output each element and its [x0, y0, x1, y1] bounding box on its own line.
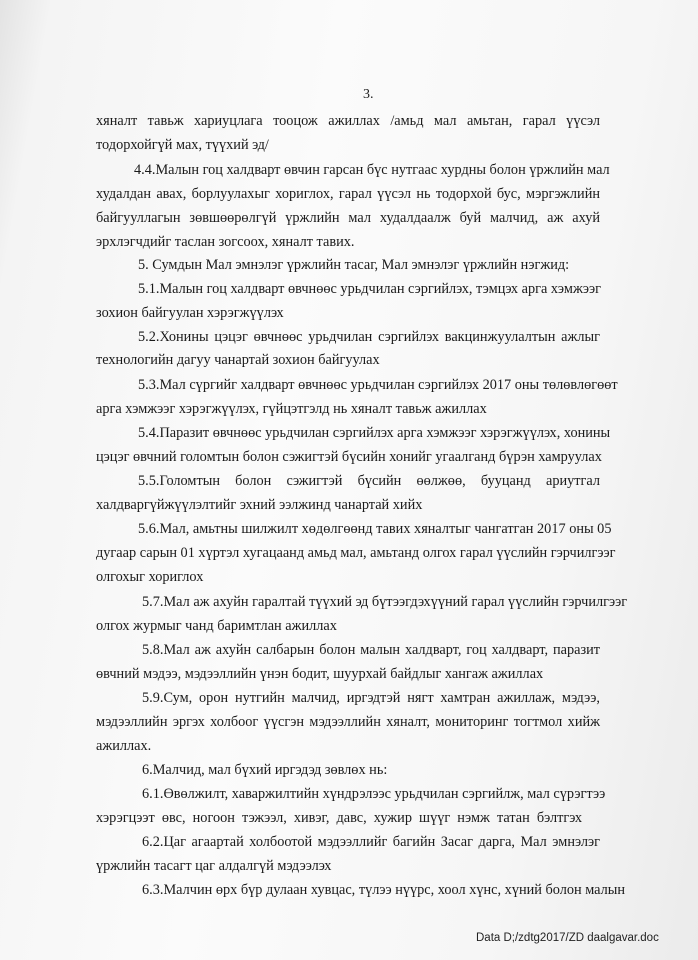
text-line: технологийн дагуу чанартай зохион байгуулах: [96, 352, 380, 368]
text-line: ажиллах.: [96, 738, 152, 754]
text-line: зохион байгуулан хэрэгжүүлэх: [96, 305, 284, 321]
text-line: халдваргүйжүүлэлтийг эхний ээлжинд чанартай хийх: [96, 497, 423, 513]
section-heading: 5. Сумдын Мал эмнэлэг үржлийн тасаг, Мал эмнэлэг үржлийн нэгжид:: [138, 257, 570, 273]
text-line: 5.8.Мал аж ахуйн салбарын болон малын халдварт, гоц халдварт, паразит: [142, 642, 600, 658]
text-line: тодорхойгүй мах, түүхий эд/: [96, 137, 269, 153]
text-line: 5.6.Мал, амьтны шилжилт хөдөлгөөнд тавих хяналтыг чангатган 2017 оны 05: [138, 521, 612, 537]
text-line: 4.4.Малын гоц халдварт өвчин гарсан бүс нутгаас хурдны болон үржлийн мал: [134, 162, 610, 178]
text-line: олгохыг хориглох: [96, 569, 204, 585]
text-line: 6.2.Цаг агаартай холбоотой мэдээллийг багийн Засаг дарга, Мал эмнэлэг: [142, 834, 600, 850]
text-line: хяналт тавьж хариуцлага тооцож ажиллах /амьд мал амьтан, гарал үүсэл: [96, 113, 600, 129]
text-line: 5.4.Паразит өвчнөөс урьдчилан сэргийлэх арга хэмжээг хэрэгжүүлэх, хонины: [138, 425, 611, 441]
text-line: 6.1.Өвөлжилт, хаваржилтийн хүндрэлээс урьдчилан сэргийлж, мал сүрэгтээ: [142, 786, 606, 802]
text-line: 5.3.Мал сүргийг халдварт өвчнөөс урьдчилан сэргийлэх 2017 оны төлөвлөгөөт: [138, 377, 618, 393]
text-line: үржлийн тасагт цаг алдалгүй мэдээлэх: [96, 858, 332, 874]
text-line: 6.3.Малчин өрх бүр дулаан хувцас, түлээ нүүрс, хоол хүнс, хүний болон малын: [142, 882, 626, 898]
text-line: худалдан авах, борлуулахыг хориглох, гарал үүсэл нь тодорхой бус, мэргэжлийн: [96, 186, 600, 202]
text-line: 5.9.Сум, орон нутгийн малчид, иргэдтэй нягт хамтран ажиллаж, мэдээ,: [142, 690, 600, 706]
section-heading: 6.Малчид, мал бүхий иргэдэд зөвлөх нь:: [142, 762, 388, 778]
text-line: эрхлэгчдийг таслан зогсоох, хяналт тавих.: [96, 234, 355, 250]
text-line: 5.7.Мал аж ахуйн гаралтай түүхий эд бүтээгдэхүүний гарал үүслийн гэрчилгээг: [142, 594, 628, 610]
text-line: дугаар сарын 01 хүртэл хугацаанд амьд мал, амьтанд олгох гарал үүслийн гэрчилгээг: [96, 545, 616, 561]
text-line: өвчний мэдээ, мэдээллийн үнэн бодит, шуурхай байдлыг хангаж ажиллах: [96, 666, 544, 682]
text-line: мэдээллийн эргэх холбоог үүсгэн мэдээллийн хяналт, мониторинг тогтмол хийж: [96, 714, 600, 730]
text-line: байгууллагын зөвшөөрөлгүй үржлийн мал худалдаалж буй малчид, аж ахуй: [96, 210, 600, 226]
text-line: цэцэг өвчний голомтын болон сэжигтэй бүсийн хонийг угаалганд бүрэн хамруулах: [96, 449, 602, 465]
text-line: 5.1.Малын гоц халдварт өвчнөөс урьдчилан сэргийлэх, тэмцэх арга хэмжээг: [138, 281, 601, 297]
text-line: арга хэмжээг хэрэгжүүлэх, гүйцэтгэлд нь хяналт тавьж ажиллах: [96, 401, 487, 417]
text-line: хэрэгцээт өвс, ногоон тэжээл, хивэг, давс, хужир шүүг нэмж татан бэлтгэх: [96, 810, 582, 826]
page-number: 3.: [363, 87, 374, 102]
footer-file-path: Data D;/zdtg2017/ZD daalgavar.doc: [476, 932, 659, 944]
text-line: 5.2.Хонины цэцэг өвчнөөс урьдчилан сэргийлэх вакцинжуулалтын ажлыг: [138, 329, 600, 345]
text-line: 5.5.Голомтын болон сэжигтэй бүсийн өөлжөө, бууцанд ариутгал: [138, 473, 600, 489]
text-line: олгох журмыг чанд баримтлан ажиллах: [96, 618, 337, 634]
